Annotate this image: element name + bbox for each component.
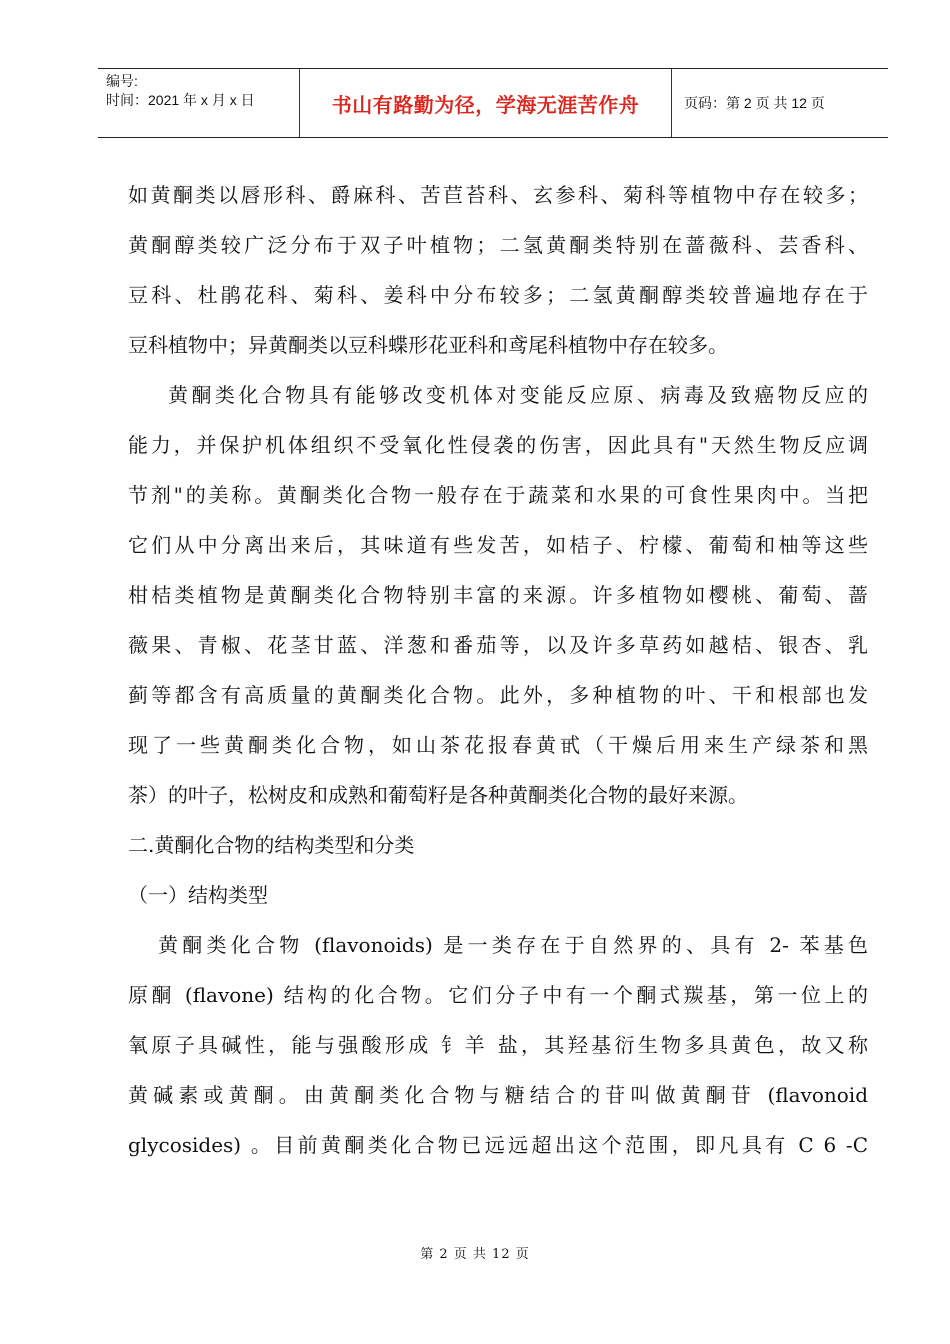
text-line: 茶）的叶子，松树皮和成熟和葡萄籽是各种黄酮类化合物的最好来源。 [128,783,748,807]
text-line: 氧原子具碱性，能与强酸形成 钅羊 盐，其羟基衍生物多具黄色，故又称 [128,1033,868,1057]
header-meta-cell [98,69,300,137]
motto-text: 书山有路勤为径，学海无涯苦作舟 [331,92,640,117]
text-line: 如黄酮类以唇形科、爵麻科、苦苣苔科、玄参科、菊科等植物中存在较多； [128,183,868,207]
document-header [98,68,888,138]
document-body [128,170,868,1170]
date-label: 时间：2021 年 x 月 x 日 [106,92,255,108]
serial-number-label: 编号: [106,73,138,89]
text-line: 原酮 (flavone) 结构的化合物。它们分子中有一个酮式羰基，第一位上的 [128,983,868,1007]
text-line: 黄酮类化合物具有能够改变机体对变能反应原、病毒及致癌物反应的 [168,383,868,407]
text-line: 黄酮醇类较广泛分布于双子叶植物；二氢黄酮类特别在蔷薇科、芸香科、 [128,233,868,257]
section-heading: 二.黄酮化合物的结构类型和分类 [128,833,415,857]
text-line: 能力，并保护机体组织不受氧化性侵袭的伤害，因此具有"天然生物反应调 [128,433,868,457]
text-line: 黄酮类化合物 (flavonoids) 是一类存在于自然界的、具有 2- 苯基色 [158,933,868,957]
text-line: 豆科、杜鹃花科、菊科、姜科中分布较多；二氢黄酮醇类较普遍地存在于 [128,283,868,307]
text-line: 节剂"的美称。黄酮类化合物一般存在于蔬菜和水果的可食性果肉中。当把 [128,483,868,507]
text-line: 蓟等都含有高质量的黄酮类化合物。此外，多种植物的叶、干和根部也发 [128,683,868,707]
text-line: glycosides) 。目前黄酮类化合物已远远超出这个范围，即凡具有 C 6 -C [128,1133,868,1157]
header-page-cell [672,69,888,137]
text-line: 豆科植物中；异黄酮类以豆科蝶形花亚科和鸢尾科植物中存在较多。 [128,333,728,357]
header-motto-cell [300,69,672,137]
text-line: 黄碱素或黄酮。由黄酮类化合物与糖结合的苷叫做黄酮苷 (flavonoid [128,1083,868,1107]
text-line: 柑桔类植物是黄酮类化合物特别丰富的来源。许多植物如樱桃、葡萄、蔷 [128,583,868,607]
subsection-heading: （一）结构类型 [128,883,268,907]
text-line: 现了一些黄酮类化合物，如山茶花报春黄甙（干燥后用来生产绿茶和黑 [128,733,868,757]
page-footer: 第 2 页 共 12 页 [420,1247,530,1262]
text-line: 薇果、青椒、花茎甘蓝、洋葱和番茄等，以及许多草药如越桔、银杏、乳 [128,633,868,657]
page-info: 页码：第 2 页 共 12 页 [684,95,825,111]
text-line: 它们从中分离出来后，其味道有些发苦，如桔子、柠檬、葡萄和柚等这些 [128,533,868,557]
